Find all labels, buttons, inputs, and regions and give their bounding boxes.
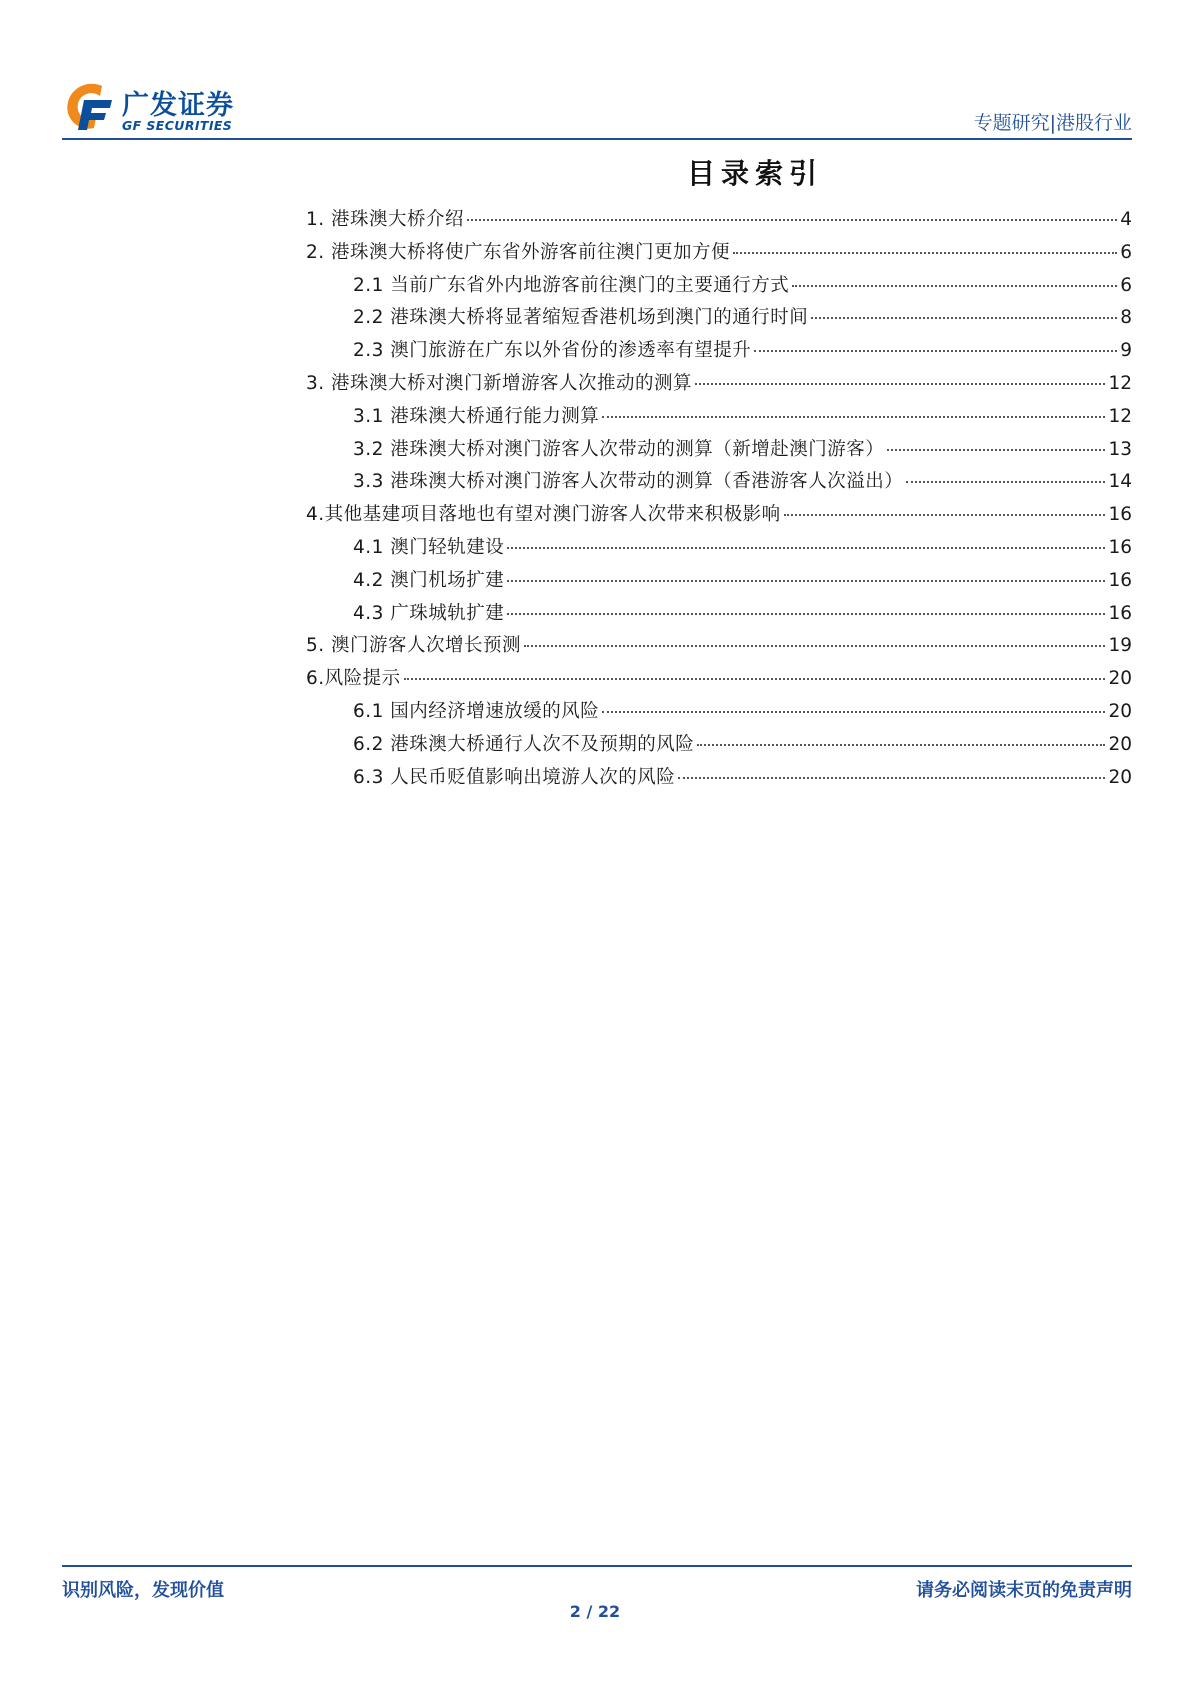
toc-dot-leader (754, 350, 1117, 352)
toc-entry-page: 4 (1120, 209, 1132, 230)
toc-entry-label: 3.3 港珠澳大桥对澳门游客人次带动的测算（香港游客人次溢出） (353, 471, 904, 493)
toc-entry-page: 14 (1108, 471, 1132, 493)
toc-dot-leader (697, 744, 1105, 746)
toc-dot-leader (811, 317, 1117, 319)
toc-entry[interactable] (306, 369, 1132, 402)
toc-entry-label: 5. 澳门游客人次增长预测 (306, 635, 522, 657)
toc-entry[interactable] (306, 697, 1132, 730)
gf-logo-icon (62, 78, 118, 134)
toc-entry-label: 3.2 港珠澳大桥对澳门游客人次带动的测算（新增赴澳门游客） (353, 438, 885, 460)
toc-dot-leader (887, 449, 1105, 451)
toc-entry-label: 1. 港珠澳大桥介绍 (306, 209, 465, 230)
toc-dot-leader (507, 547, 1105, 549)
toc-entry-label: 4.2 澳门机场扩建 (353, 569, 505, 591)
toc-entry-page: 16 (1108, 504, 1132, 526)
toc-entry[interactable] (306, 271, 1132, 304)
toc-entry-page: 16 (1108, 569, 1132, 591)
toc-entry-label: 4.其他基建项目落地也有望对澳门游客人次带来积极影响 (306, 504, 781, 526)
toc-entry-label: 4.3 广珠城轨扩建 (353, 602, 505, 624)
toc-dot-leader (784, 514, 1106, 516)
toc-entry-page: 16 (1108, 602, 1132, 624)
toc-dot-leader (792, 285, 1117, 287)
logo-english-text: GF SECURITIES (122, 118, 233, 133)
page-header (62, 78, 1132, 140)
toc-dot-leader (524, 645, 1105, 647)
toc-dot-leader (507, 613, 1105, 615)
table-of-contents (306, 205, 1132, 795)
toc-entry[interactable] (306, 763, 1132, 796)
toc-entry-label: 6.1 国内经济增速放缓的风险 (353, 700, 600, 722)
toc-entry[interactable] (306, 730, 1132, 763)
toc-entry-label: 3. 港珠澳大桥对澳门新增游客人次推动的测算 (306, 372, 693, 394)
toc-entry-page: 20 (1108, 766, 1132, 788)
toc-entry-label: 2. 港珠澳大桥将使广东省外游客前往澳门更加方便 (306, 241, 731, 263)
toc-dot-leader (602, 416, 1105, 418)
toc-dot-leader (695, 383, 1105, 385)
toc-entry-label: 6.3 人民币贬值影响出境游人次的风险 (353, 766, 676, 788)
toc-dot-leader (602, 711, 1105, 713)
toc-dot-leader (678, 777, 1105, 779)
toc-entry[interactable] (306, 631, 1132, 664)
toc-dot-leader (404, 678, 1106, 680)
toc-entry[interactable] (306, 533, 1132, 566)
toc-entry-page: 12 (1108, 372, 1132, 394)
toc-entry[interactable] (306, 336, 1132, 369)
toc-entry-label: 6.2 港珠澳大桥通行人次不及预期的风险 (353, 733, 695, 755)
page-number: 2 / 22 (569, 1602, 621, 1621)
footer-slogan: 识别风险，发现价值 (62, 1580, 224, 1601)
toc-title: 目录索引 (686, 157, 823, 190)
toc-entry[interactable] (306, 664, 1132, 697)
toc-entry[interactable] (306, 402, 1132, 435)
toc-entry[interactable] (306, 467, 1132, 500)
toc-entry-page: 12 (1108, 405, 1132, 427)
toc-entry-label: 2.2 港珠澳大桥将显著缩短香港机场到澳门的通行时间 (353, 307, 809, 329)
toc-entry-label: 3.1 港珠澳大桥通行能力测算 (353, 405, 600, 427)
toc-entry-page: 9 (1120, 340, 1132, 362)
toc-dot-leader (733, 252, 1117, 254)
toc-dot-leader (906, 481, 1105, 483)
logo-chinese-text: 广发证券 (122, 90, 234, 121)
toc-entry[interactable] (306, 500, 1132, 533)
toc-entry[interactable] (306, 599, 1132, 632)
footer-disclaimer: 请务必阅读末页的免责声明 (916, 1580, 1132, 1601)
toc-entry-label: 2.3 澳门旅游在广东以外省份的渗透率有望提升 (353, 340, 752, 362)
toc-entry-page: 20 (1108, 733, 1132, 755)
toc-entry-page: 20 (1108, 668, 1132, 690)
toc-entry-page: 13 (1108, 438, 1132, 460)
toc-entry[interactable] (306, 566, 1132, 599)
toc-entry-page: 20 (1108, 700, 1132, 722)
toc-entry[interactable] (306, 205, 1132, 238)
toc-entry-label: 6.风险提示 (306, 668, 401, 690)
footer-divider (62, 1565, 1132, 1567)
toc-entry-page: 6 (1120, 241, 1132, 263)
toc-entry-page: 6 (1120, 274, 1132, 296)
toc-entry-page: 19 (1108, 635, 1132, 657)
gf-securities-logo (62, 78, 272, 138)
toc-entry-label: 4.1 澳门轻轨建设 (353, 536, 505, 558)
toc-dot-leader (467, 219, 1117, 221)
toc-dot-leader (507, 580, 1105, 582)
toc-entry[interactable] (306, 238, 1132, 271)
toc-entry-label: 2.1 当前广东省外内地游客前往澳门的主要通行方式 (353, 274, 790, 296)
toc-entry[interactable] (306, 303, 1132, 336)
toc-entry-page: 16 (1108, 536, 1132, 558)
report-type-label: 专题研究|港股行业 (973, 112, 1132, 134)
toc-entry-page: 8 (1120, 307, 1132, 329)
header-divider (62, 138, 1132, 140)
toc-entry[interactable] (306, 435, 1132, 468)
